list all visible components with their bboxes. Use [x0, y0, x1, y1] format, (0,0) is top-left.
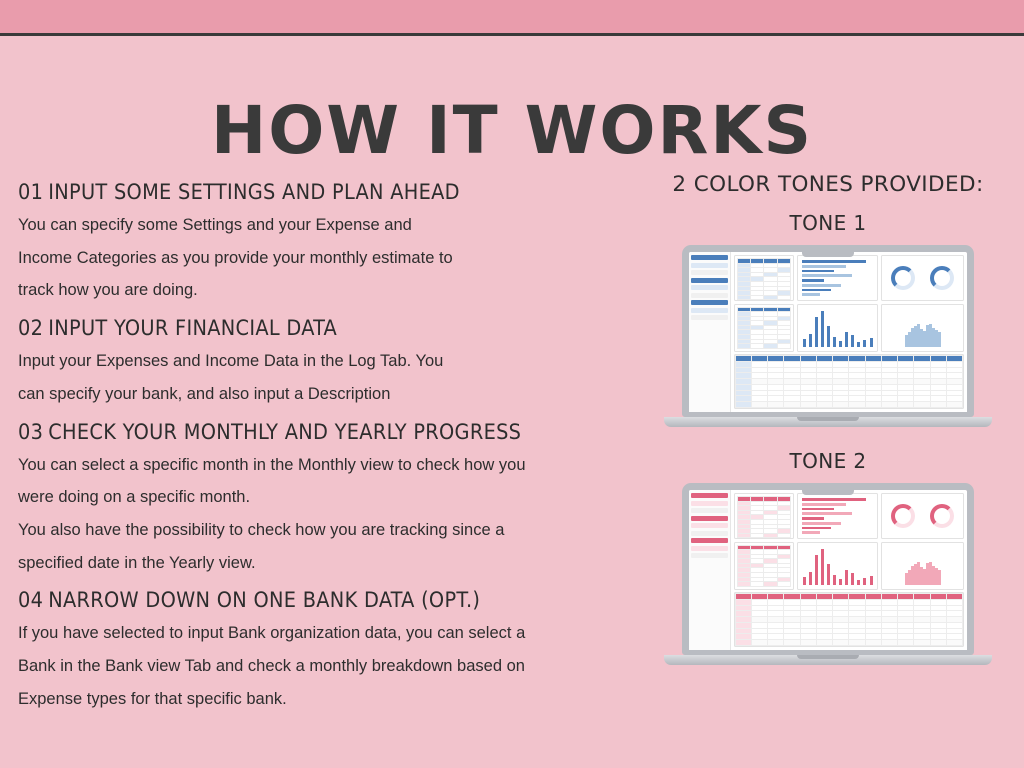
donut-charts-panel — [881, 255, 964, 301]
step-02-title: INPUT YOUR FINANCIAL DATA — [48, 316, 338, 342]
step-02-line-2: can specify your bank, and also input a Description — [18, 384, 391, 403]
step-04-title: NARROW DOWN ON ONE BANK DATA (OPT.) — [48, 588, 481, 614]
monthly-grid-panel — [734, 354, 964, 409]
spreadsheet-preview-tone-2 — [689, 490, 967, 650]
spreadsheet-mid-row — [734, 542, 964, 590]
bar-chart-panel — [797, 493, 878, 539]
step-01-line-3: track how you are doing. — [18, 281, 198, 300]
laptop-base — [664, 655, 992, 665]
step-01-title: INPUT SOME SETTINGS AND PLAN AHEAD — [48, 180, 460, 205]
step-04-number: 04 — [18, 588, 44, 614]
step-01-heading — [18, 180, 608, 205]
step-01-line-2: Income Categories as you provide your monthly estimate to — [18, 248, 453, 267]
monthly-bars-panel — [797, 542, 878, 590]
step-01-number: 01 — [18, 180, 44, 205]
step-04-line-3: Expense types for that specific bank. — [18, 689, 287, 708]
totals-panel — [734, 542, 795, 590]
step-03-line-3: You also have the possibility to check how you are tracking since a — [18, 521, 505, 540]
tone-1-label: TONE 1 — [789, 211, 867, 235]
summary-table-panel — [734, 255, 795, 301]
step-03-body — [18, 452, 608, 577]
top-decorative-bar — [0, 0, 1024, 33]
donut-charts-panel — [881, 493, 964, 539]
step-03-line-4: specified date in the Yearly view. — [18, 553, 256, 572]
spreadsheet-body — [731, 490, 967, 650]
step-04-line-1: If you have selected to input Bank organization data, you can select a — [18, 624, 526, 643]
step-03-heading — [18, 420, 608, 445]
monthly-bars-panel — [797, 304, 878, 352]
steps-column — [18, 180, 608, 725]
step-03 — [18, 420, 608, 577]
step-03-line-2: were doing on a specific month. — [18, 488, 251, 507]
spreadsheet-top-row — [734, 493, 964, 539]
laptop-mockup-tone-1 — [682, 245, 974, 427]
spreadsheet-top-row — [734, 255, 964, 301]
step-01-line-1: You can specify some Settings and your Expense and — [18, 216, 412, 234]
tones-title: 2 COLOR TONES PROVIDED: — [672, 172, 984, 197]
savings-progress-panel — [881, 542, 964, 590]
laptop-notch-icon — [802, 252, 854, 257]
spreadsheet-mid-row — [734, 304, 964, 352]
laptop-screen-tone-2 — [682, 483, 974, 655]
step-04 — [18, 588, 608, 712]
step-03-number: 03 — [18, 419, 44, 445]
step-01-body — [18, 212, 608, 304]
step-04-body — [18, 620, 608, 712]
tones-column — [632, 172, 1024, 665]
laptop-base — [664, 417, 992, 427]
monthly-grid-panel — [734, 592, 964, 647]
bar-chart-panel — [797, 255, 878, 301]
step-02-line-1: Input your Expenses and Income Data in the Log Tab. You — [18, 352, 444, 371]
top-divider-line — [0, 33, 1024, 36]
laptop-screen-tone-1 — [682, 245, 974, 417]
spreadsheet-body — [731, 252, 967, 412]
tone-2-label: TONE 2 — [789, 449, 867, 473]
step-02-number: 02 — [18, 316, 44, 342]
step-03-title: CHECK YOUR MONTHLY AND YEARLY PROGRESS — [48, 419, 522, 445]
step-04-line-2: Bank in the Bank view Tab and check a monthly breakdown based on — [18, 657, 525, 676]
step-02-heading — [18, 316, 608, 341]
step-01 — [18, 180, 608, 304]
spreadsheet-preview-tone-1 — [689, 252, 967, 412]
step-02 — [18, 316, 608, 407]
savings-progress-panel — [881, 304, 964, 352]
step-03-line-1: You can select a specific month in the Monthly view to check how you — [18, 455, 526, 474]
step-02-body — [18, 348, 608, 407]
spreadsheet-sidebar — [689, 252, 731, 412]
step-04-heading — [18, 588, 608, 613]
totals-panel — [734, 304, 795, 352]
page-title: HOW IT WORKS — [210, 92, 814, 170]
summary-table-panel — [734, 493, 795, 539]
laptop-notch-icon — [802, 490, 854, 495]
laptop-mockup-tone-2 — [682, 483, 974, 665]
spreadsheet-sidebar — [689, 490, 731, 650]
